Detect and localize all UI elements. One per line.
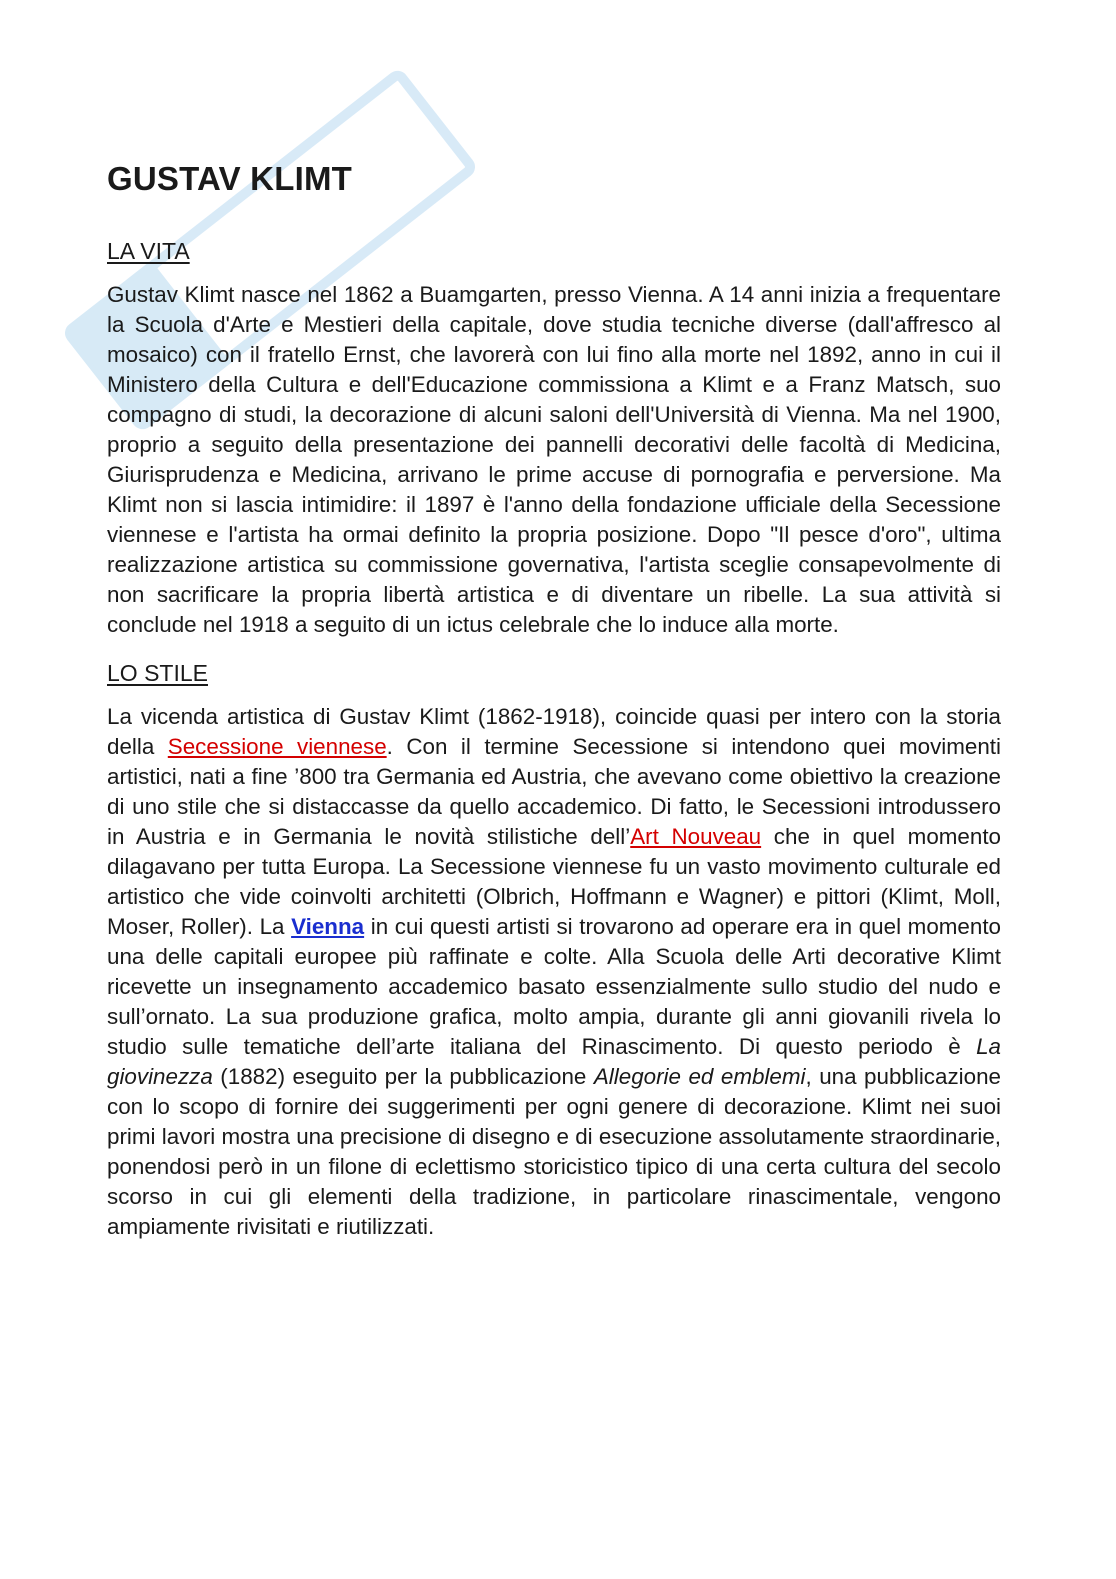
text-run: . Con il termine Secessione si intendono quei movimenti artistici, nati a fine ’800 tra Germania ed Austria, che avevano come obiettivo la creazione di uno stile che si distaccasse da quello accademico. Di fatto, le Secessioni introdussero in Austria e in Germania le novità stilistiche dell’ — [107, 734, 1002, 849]
document-title: GUSTAV KLIMT — [107, 160, 352, 197]
text-run: in cui questi artisti si trovarono ad operare era in quel momento una delle capitali europee più raffinate e colte. Alla Scuola delle Arti decorative Klimt ricevette un insegnamento accademico basato essenzialmente sullo studio del nudo e sull’ornato. La sua produzione grafica, molto ampia, durante gli anni giovanili rivela lo studio sulle tematiche dell’arte italiana del Rinascimento. Di questo periodo è — [107, 914, 1001, 1059]
link-vienna[interactable]: Vienna — [291, 914, 365, 939]
text-run: che in quel momento dilagavano per tutta Europa. La Secessione viennese fu un vasto movimento culturale ed artistico che vide coinvolti architetti (Olbrich, Hoffmann e Wagner) e pittori (Klimt, Moll, Moser, Roller). La — [107, 824, 1001, 939]
paragraph-la-vita: Gustav Klimt nasce nel 1862 a Buamgarten, presso Vienna. A 14 anni inizia a frequentare la Scuola d'Arte e Mestieri della capitale, dove studia tecniche diverse (dall'affresco al mosaico) con il fratello Ernst, che lavorerà con lui fino alla morte nel 1892, anno in cui il Ministero della Cultura e dell'Educazione commissiona a Klimt e a Franz Matsch, suo compagno di studi, la decorazione di alcuni saloni dell'Università di Vienna. Ma nel 1900, proprio a seguito della presentazione dei pannelli decorativi delle facoltà di Medicina, Giurisprudenza e Medicina, arrivano le prime accuse di pornografia e perversione. Ma Klimt non si lascia intimidire: il 1897 è l'anno della fondazione ufficiale della Secessione viennese e l'artista ha ormai definito la propria posizione. Dopo "Il pesce d'oro", ultima realizzazione artistica su commissione governativa, l'artista sceglie consapevolmente di non sacrificare la propria libertà artistica e di diventare un ribelle. La sua attività si conclude nel 1918 a seguito di un ictus celebrale che lo induce alla morte. — [107, 282, 1001, 637]
document-page — [107, 160, 1001, 1260]
work-title-allegorie: Allegorie ed emblemi — [593, 1064, 806, 1089]
section-heading-la-vita: LA VITA — [107, 238, 190, 264]
link-secessione-viennese[interactable]: Secessione viennese — [167, 734, 387, 759]
link-art-nouveau[interactable]: Art Nouveau — [630, 824, 762, 849]
work-title-la-giovinezza: La giovinezza — [107, 1034, 1001, 1089]
text-run: , una pubblicazione con lo scopo di fornire dei suggerimenti per ogni genere di decorazione. Klimt nei suoi primi lavori mostra una precisione di disegno e di esecuzione assolutamente straordinarie, ponendosi però in un filone di eclettismo storicistico tipico di una certa cultura del secolo scorso in cui gli elementi della tradizione, in particolare rinascimentale, vengono ampiamente rivisitati e riutilizzati. — [107, 1064, 1001, 1239]
text-run: La vicenda artistica di Gustav Klimt (1862-1918), coincide quasi per intero con la storia della — [107, 704, 1001, 759]
text-run: (1882) eseguito per la pubblicazione — [212, 1064, 594, 1089]
section-heading-lo-stile: LO STILE — [107, 660, 208, 686]
paragraph-lo-stile — [107, 702, 1001, 1242]
